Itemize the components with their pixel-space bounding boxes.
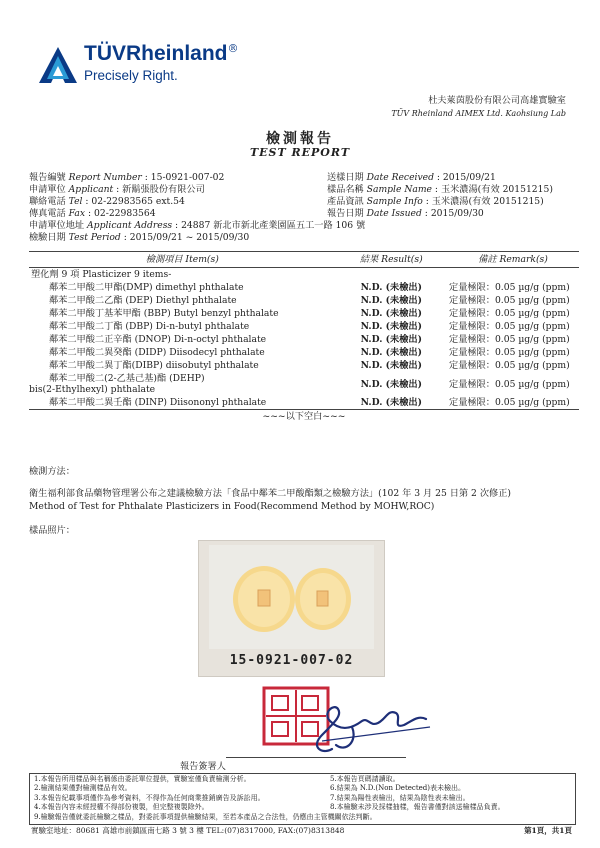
end-mark: ~~~以下空白~~~: [262, 411, 346, 422]
page-number: 第1頁，共1頁: [524, 826, 572, 835]
registered-mark: ®: [227, 42, 239, 55]
signature-scribble-icon: [292, 697, 442, 757]
title-en: TEST REPORT: [249, 146, 351, 159]
group-label: 塑化劑 9 項 Plasticizer 9 items-: [31, 269, 172, 280]
title-cn: 檢測報告: [266, 131, 334, 147]
test-period: 檢驗日期 Test Period : 2015/09/21 ~ 2015/09/30: [29, 232, 250, 243]
signature: [292, 697, 442, 757]
date-issued: 報告日期 Date Issued : 2015/09/30: [327, 208, 484, 219]
note-left: 3.本報告紀載事項僅作為參考資料，不得作為任何商業推銷廣告及訴訟用。: [34, 793, 265, 802]
brand-name: TÜVRheinland: [84, 42, 228, 65]
lab-name-en: TÜV Rheinland AIMEX Ltd. Kaohsiung Lab: [391, 109, 566, 118]
lab-name-cn: 杜夫萊茵股份有限公司高雄實驗室: [428, 95, 566, 106]
report-number: 報告編號 Report Number : 15-0921-007-02: [29, 172, 225, 183]
note-right: 7.結果為陽性表檢出，結果為陰性表未檢出。: [330, 793, 470, 802]
table-row: 鄰苯二甲酸二異壬酯 (DINP) Diisononyl phthalate N.D. (未檢出) 定量極限：0.05 µg/g (ppm): [49, 397, 570, 408]
notes-box: [29, 773, 576, 825]
table-row: 鄰苯二甲酸二甲酯(DMP) dimethyl phthalate N.D. (未檢出) 定量極限：0.05 µg/g (ppm): [49, 282, 570, 293]
note-left: 2.檢測結果僅對檢測樣品有效。: [34, 784, 132, 793]
method-cn: 衛生福利部食品藥物管理署公布之建議檢驗方法「食品中鄰苯二甲酸酯類之檢驗方法」(102 年 3 月 25 日第 2 次修正): [29, 488, 511, 499]
table-row: 鄰苯二甲酸二正辛酯 (DNOP) Di-n-octyl phthalate N.D. (未檢出) 定量極限：0.05 µg/g (ppm): [49, 334, 570, 345]
sample-info: 產品資訊 Sample Info : 玉米濃湯(有效 20151215): [327, 196, 544, 207]
note-right: 5.本報告頁碼請讀取。: [330, 775, 400, 783]
sample-photo: [198, 540, 385, 677]
applicant-address: 申請單位地址 Applicant Address : 24887 新北市新北產業園區五工一路 106 號: [29, 220, 366, 231]
fax: 傳真電話 Fax : 02-22983564: [29, 208, 156, 219]
table-row: 鄰苯二甲酸丁基苯甲酯 (BBP) Butyl benzyl phthalate N.D. (未檢出) 定量極限：0.05 µg/g (ppm): [49, 308, 570, 319]
note-left: 4.本報告內容未經授權不得部份複製，但完整複製除外。: [34, 803, 209, 812]
col-item-header: 檢測項目 Item(s): [29, 252, 336, 268]
table-row: 鄰苯二甲酸二異癸酯 (DIDP) Diisodecyl phthalate N.D. (未檢出) 定量極限：0.05 µg/g (ppm): [49, 347, 570, 358]
table-end-row: [29, 410, 579, 424]
tuv-triangle-icon: [38, 46, 78, 84]
brand-tagline: Precisely Right.: [84, 68, 178, 83]
method-en: Method of Test for Phthalate Plasticizers in Food(Recommend Method by MOHW,ROC): [29, 501, 435, 512]
tuv-logo: [38, 40, 248, 92]
method-label: 檢測方法：: [29, 466, 75, 477]
tel: 聯絡電話 Tel : 02-22983565 ext.54: [29, 196, 185, 207]
table-group-row: [29, 268, 579, 282]
note-right: 6.結果為 N.D.(Non Detected)表未檢出。: [330, 784, 465, 793]
note-left: 9.檢驗報告僅就委託檢驗之樣品，對委託事項提供檢驗結果，至若本產品之合法性，仍應由主管機關依法判斷。: [34, 812, 377, 821]
table-header: [29, 252, 579, 268]
sample-id-label: 15-0921-007-02: [229, 653, 354, 668]
results-table: [29, 251, 579, 423]
applicant: 申請單位 Applicant : 新鬍張股份有限公司: [29, 184, 205, 195]
col-remark-header: 備註 Remark(s): [447, 252, 579, 268]
table-row: 鄰苯二甲酸二異丁酯(DIBP) diisobutyl phthalate N.D. (未檢出) 定量極限：0.05 µg/g (ppm): [49, 360, 570, 371]
sample-name: 樣品名稱 Sample Name : 玉米濃湯(有效 20151215): [327, 184, 553, 195]
col-result-header: 結果 Result(s): [336, 252, 447, 268]
table-row: 鄰苯二甲酸二乙酯 (DEP) Diethyl phthalate N.D. (未檢出) 定量極限：0.05 µg/g (ppm): [49, 295, 570, 306]
photo-label: 樣品照片：: [29, 525, 75, 536]
note-right: 8.本檢驗未涉及採樣抽樣，報告書僅對該送檢樣品負責。: [330, 803, 505, 812]
table-row: 鄰苯二甲酸二丁酯 (DBP) Di-n-butyl phthalate N.D. (未檢出) 定量極限：0.05 µg/g (ppm): [49, 321, 570, 332]
footer-address: 實驗室地址：80681 高雄市前鎮區南七路 3 號 3 樓 TEL:(07)8317000, FAX:(07)8313848: [31, 826, 345, 835]
date-received: 送樣日期 Date Received : 2015/09/21: [327, 172, 496, 183]
note-left: 1.本報告所用樣品與名稱係由委託單位提供，實驗室僅負責檢測分析。: [34, 775, 251, 783]
signatory-label: 報告簽署人: [180, 761, 226, 772]
table-row: 鄰苯二甲酸二(2-乙基己基)酯 (DEHP) bis(2-Ethylhexyl) phthalate N.D. (未檢出) 定量極限：0.05 µg/g (ppm): [29, 373, 570, 395]
sample-discs-image: [199, 541, 384, 651]
